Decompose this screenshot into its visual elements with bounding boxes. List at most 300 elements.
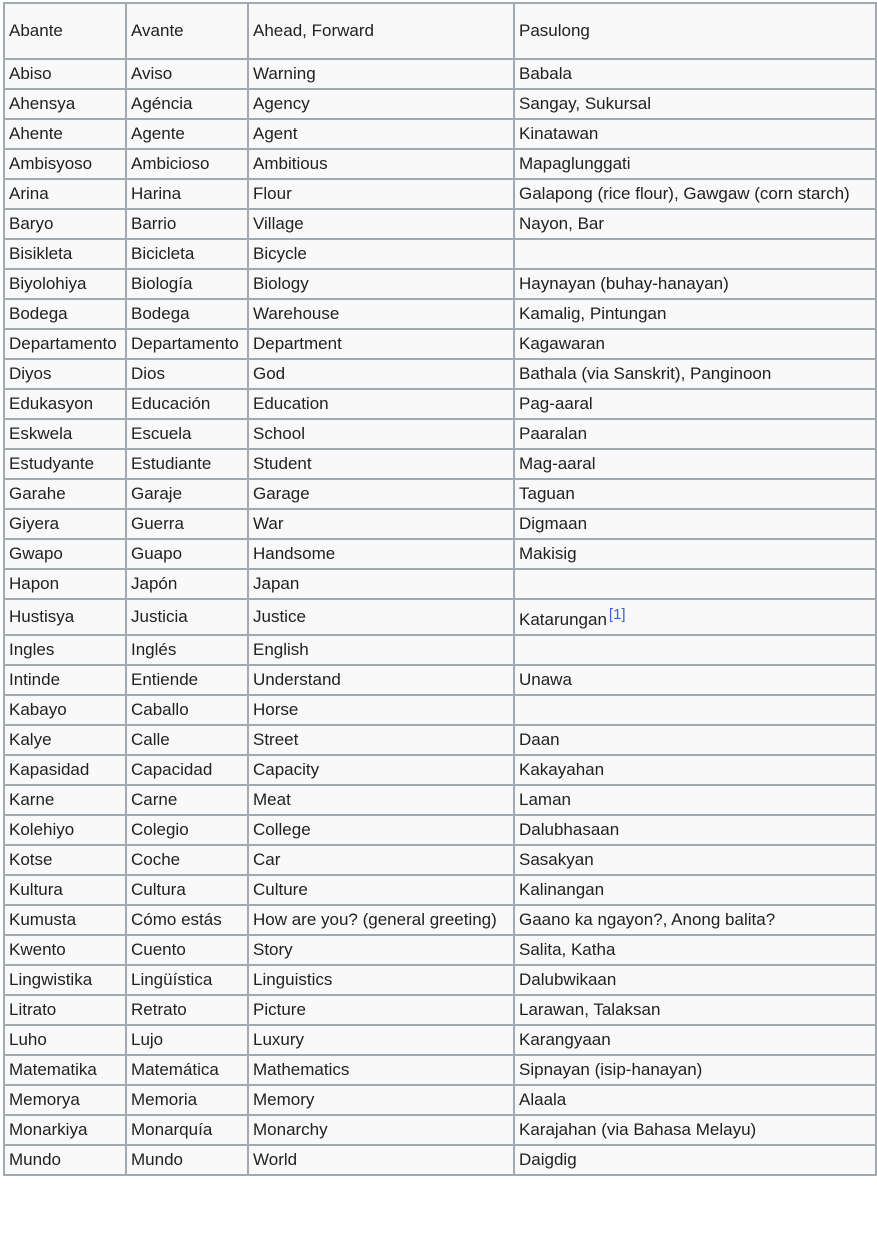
tagalog-word-cell: [4, 1085, 126, 1115]
tagalog-word-cell: [4, 479, 126, 509]
table-row: [4, 875, 876, 905]
table-row: [4, 695, 876, 725]
native-equivalent-cell-text: Babala: [519, 64, 572, 83]
english-meaning-cell-text: Memory: [253, 1090, 315, 1109]
english-meaning-cell-text: Flour: [253, 184, 292, 203]
spanish-origin-cell: [126, 569, 248, 599]
native-equivalent-cell: [514, 1085, 876, 1115]
native-equivalent-cell-text: Kagawaran: [519, 334, 606, 353]
english-meaning-cell-text: Biology: [253, 274, 309, 293]
spanish-origin-cell: [126, 965, 248, 995]
spanish-origin-cell-text: Aviso: [131, 64, 173, 83]
english-meaning-cell: [248, 539, 514, 569]
english-meaning-cell: [248, 119, 514, 149]
table-row: [4, 479, 876, 509]
tagalog-word-cell-text: Karne: [9, 790, 55, 809]
english-meaning-cell: [248, 89, 514, 119]
english-meaning-cell: [248, 299, 514, 329]
native-equivalent-cell-text: Sipnayan (isip-hanayan): [519, 1060, 703, 1079]
english-meaning-cell-text: How are you? (general greeting): [253, 910, 497, 929]
spanish-origin-cell: [126, 59, 248, 89]
english-meaning-cell-text: Japan: [253, 574, 300, 593]
english-meaning-cell: [248, 635, 514, 665]
native-equivalent-cell-text: Sangay, Sukursal: [519, 94, 651, 113]
spanish-origin-cell: [126, 1115, 248, 1145]
tagalog-word-cell: [4, 239, 126, 269]
spanish-origin-cell: [126, 935, 248, 965]
tagalog-word-cell: [4, 995, 126, 1025]
table-row: [4, 815, 876, 845]
spanish-origin-cell: [126, 1145, 248, 1175]
native-equivalent-cell: [514, 359, 876, 389]
table-row: [4, 845, 876, 875]
spanish-origin-cell: [126, 3, 248, 59]
tagalog-word-cell: [4, 815, 126, 845]
tagalog-word-cell-text: Baryo: [9, 214, 54, 233]
table-row: [4, 1085, 876, 1115]
tagalog-word-cell: [4, 725, 126, 755]
native-equivalent-cell-text: Pag-aaral: [519, 394, 593, 413]
table-row: [4, 1025, 876, 1055]
native-equivalent-cell-text: Nayon, Bar: [519, 214, 605, 233]
spanish-origin-cell-text: Educación: [131, 394, 211, 413]
english-meaning-cell: [248, 389, 514, 419]
spanish-origin-cell-text: Harina: [131, 184, 182, 203]
spanish-origin-cell-text: Carne: [131, 790, 178, 809]
english-meaning-cell-text: Picture: [253, 1000, 306, 1019]
spanish-origin-cell: [126, 905, 248, 935]
spanish-origin-cell-text: Barrio: [131, 214, 177, 233]
spanish-origin-cell: [126, 785, 248, 815]
english-meaning-cell-text: Garage: [253, 484, 310, 503]
native-equivalent-cell-text: Kakayahan: [519, 760, 605, 779]
spanish-origin-cell: [126, 635, 248, 665]
table-row: [4, 239, 876, 269]
tagalog-word-cell-text: Kolehiyo: [9, 820, 75, 839]
native-equivalent-cell: [514, 1115, 876, 1145]
tagalog-word-cell-text: Lingwistika: [9, 970, 93, 989]
english-meaning-cell: [248, 59, 514, 89]
spanish-origin-cell: [126, 299, 248, 329]
english-meaning-cell-text: Ambitious: [253, 154, 328, 173]
spanish-origin-cell-text: Inglés: [131, 640, 177, 659]
spanish-origin-cell: [126, 695, 248, 725]
tagalog-word-cell-text: Ahensya: [9, 94, 76, 113]
english-meaning-cell-text: Agency: [253, 94, 310, 113]
native-equivalent-cell: [514, 59, 876, 89]
english-meaning-cell: [248, 599, 514, 635]
table-row: [4, 269, 876, 299]
spanish-origin-cell: [126, 119, 248, 149]
spanish-origin-cell: [126, 875, 248, 905]
spanish-origin-cell: [126, 209, 248, 239]
spanish-origin-cell: [126, 845, 248, 875]
english-meaning-cell-text: Warehouse: [253, 304, 340, 323]
native-equivalent-cell: [514, 479, 876, 509]
spanish-origin-cell-text: Agéncia: [131, 94, 193, 113]
native-equivalent-cell-text: Dalubwikaan: [519, 970, 617, 989]
english-meaning-cell: [248, 1145, 514, 1175]
tagalog-word-cell: [4, 755, 126, 785]
tagalog-word-cell-text: Mundo: [9, 1150, 61, 1169]
english-meaning-cell: [248, 905, 514, 935]
tagalog-word-cell: [4, 1055, 126, 1085]
spanish-origin-cell-text: Justicia: [131, 607, 188, 626]
spanish-origin-cell-text: Matemática: [131, 1060, 219, 1079]
english-meaning-cell: [248, 3, 514, 59]
tagalog-word-cell: [4, 149, 126, 179]
english-meaning-cell: [248, 695, 514, 725]
tagalog-word-cell: [4, 89, 126, 119]
spanish-origin-cell: [126, 89, 248, 119]
spanish-origin-cell: [126, 239, 248, 269]
english-meaning-cell: [248, 995, 514, 1025]
tagalog-word-cell-text: Abante: [9, 21, 63, 40]
tagalog-word-cell: [4, 599, 126, 635]
tagalog-word-cell-text: Kabayo: [9, 700, 67, 719]
spanish-origin-cell: [126, 725, 248, 755]
english-meaning-cell-text: Horse: [253, 700, 299, 719]
english-meaning-cell: [248, 815, 514, 845]
tagalog-word-cell: [4, 59, 126, 89]
english-meaning-cell: [248, 569, 514, 599]
native-equivalent-cell: [514, 3, 876, 59]
spanish-origin-cell-text: Lujo: [131, 1030, 164, 1049]
spanish-origin-cell-text: Dios: [131, 364, 166, 383]
table-row: [4, 665, 876, 695]
spanish-origin-cell: [126, 449, 248, 479]
tagalog-word-cell-text: Ingles: [9, 640, 55, 659]
tagalog-word-cell-text: Diyos: [9, 364, 52, 383]
spanish-origin-cell-text: Coche: [131, 850, 181, 869]
spanish-origin-cell: [126, 419, 248, 449]
spanish-origin-cell: [126, 269, 248, 299]
spanish-origin-cell-text: Cultura: [131, 880, 186, 899]
spanish-origin-cell-text: Garaje: [131, 484, 183, 503]
tagalog-word-cell-text: Hustisya: [9, 607, 75, 626]
native-equivalent-cell: [514, 725, 876, 755]
native-equivalent-cell: [514, 179, 876, 209]
english-meaning-cell-text: Capacity: [253, 760, 320, 779]
native-equivalent-cell-text: Daan: [519, 730, 560, 749]
table-row: [4, 995, 876, 1025]
english-meaning-cell-text: Car: [253, 850, 281, 869]
table-row: [4, 149, 876, 179]
tagalog-word-cell: [4, 785, 126, 815]
spanish-origin-cell: [126, 665, 248, 695]
english-meaning-cell-text: School: [253, 424, 305, 443]
spanish-origin-cell-text: Mundo: [131, 1150, 183, 1169]
spanish-origin-cell-text: Ambicioso: [131, 154, 210, 173]
english-meaning-cell-text: Justice: [253, 607, 306, 626]
table-row: [4, 389, 876, 419]
native-equivalent-cell-text: Makisig: [519, 544, 577, 563]
native-equivalent-cell: [514, 209, 876, 239]
table-row: [4, 935, 876, 965]
spanish-origin-cell-text: Monarquía: [131, 1120, 213, 1139]
english-meaning-cell: [248, 935, 514, 965]
native-equivalent-cell: [514, 89, 876, 119]
english-meaning-cell-text: Department: [253, 334, 342, 353]
native-equivalent-cell: [514, 449, 876, 479]
tagalog-word-cell: [4, 845, 126, 875]
english-meaning-cell-text: Understand: [253, 670, 341, 689]
table-row: [4, 1055, 876, 1085]
english-meaning-cell-text: Street: [253, 730, 299, 749]
english-meaning-cell: [248, 1115, 514, 1145]
spanish-origin-cell: [126, 1025, 248, 1055]
native-equivalent-cell-text: Karangyaan: [519, 1030, 611, 1049]
tagalog-word-cell-text: Ahente: [9, 124, 63, 143]
english-meaning-cell: [248, 1055, 514, 1085]
tagalog-word-cell: [4, 419, 126, 449]
native-equivalent-cell: [514, 905, 876, 935]
tagalog-word-cell-text: Biyolohiya: [9, 274, 87, 293]
table-row: [4, 1115, 876, 1145]
citation-link[interactable]: [1]: [608, 605, 626, 623]
tagalog-word-cell-text: Kultura: [9, 880, 63, 899]
spanish-origin-cell-text: Estudiante: [131, 454, 212, 473]
english-meaning-cell-text: Handsome: [253, 544, 336, 563]
english-meaning-cell-text: Culture: [253, 880, 308, 899]
spanish-origin-cell: [126, 179, 248, 209]
native-equivalent-cell: [514, 239, 876, 269]
english-meaning-cell-text: English: [253, 640, 309, 659]
tagalog-word-cell-text: Matematika: [9, 1060, 97, 1079]
native-equivalent-cell-text: Taguan: [519, 484, 575, 503]
spanish-origin-cell-text: Biología: [131, 274, 193, 293]
spanish-origin-cell-text: Capacidad: [131, 760, 213, 779]
native-equivalent-cell-text: Dalubhasaan: [519, 820, 620, 839]
tagalog-word-cell-text: Kwento: [9, 940, 66, 959]
english-meaning-cell-text: Student: [253, 454, 312, 473]
table-row: [4, 635, 876, 665]
tagalog-word-cell-text: Memorya: [9, 1090, 80, 1109]
tagalog-word-cell: [4, 1115, 126, 1145]
english-meaning-cell-text: God: [253, 364, 286, 383]
tagalog-word-cell-text: Abiso: [9, 64, 52, 83]
native-equivalent-cell: [514, 329, 876, 359]
tagalog-word-cell: [4, 539, 126, 569]
native-equivalent-cell: [514, 785, 876, 815]
english-meaning-cell: [248, 329, 514, 359]
table-row: [4, 299, 876, 329]
native-equivalent-cell: [514, 509, 876, 539]
tagalog-word-cell: [4, 665, 126, 695]
spanish-origin-cell-text: Entiende: [131, 670, 199, 689]
english-meaning-cell-text: Story: [253, 940, 293, 959]
native-equivalent-cell-text: Galapong (rice flour), Gawgaw (corn starch): [519, 184, 850, 203]
native-equivalent-cell-text: Unawa: [519, 670, 572, 689]
english-meaning-cell: [248, 479, 514, 509]
english-meaning-cell: [248, 269, 514, 299]
spanish-origin-cell: [126, 389, 248, 419]
tagalog-word-cell-text: Bodega: [9, 304, 68, 323]
tagalog-word-cell: [4, 119, 126, 149]
english-meaning-cell-text: College: [253, 820, 311, 839]
spanish-origin-cell: [126, 509, 248, 539]
native-equivalent-cell: [514, 665, 876, 695]
native-equivalent-cell: [514, 389, 876, 419]
tagalog-word-cell-text: Gwapo: [9, 544, 63, 563]
tagalog-word-cell: [4, 965, 126, 995]
tagalog-word-cell-text: Kalye: [9, 730, 52, 749]
english-meaning-cell-text: Monarchy: [253, 1120, 328, 1139]
spanish-origin-cell-text: Japón: [131, 574, 178, 593]
native-equivalent-cell-text: Larawan, Talaksan: [519, 1000, 661, 1019]
table-row: [4, 3, 876, 59]
spanish-origin-cell-text: Departamento: [131, 334, 239, 353]
english-meaning-cell: [248, 449, 514, 479]
native-equivalent-cell-text: Gaano ka ngayon?, Anong balita?: [519, 910, 776, 929]
spanish-origin-cell: [126, 1055, 248, 1085]
native-equivalent-cell-text: Kalinangan: [519, 880, 605, 899]
english-meaning-cell: [248, 1025, 514, 1055]
spanish-origin-cell-text: Agente: [131, 124, 185, 143]
native-equivalent-cell-text: Laman: [519, 790, 571, 809]
spanish-origin-cell-text: Bicicleta: [131, 244, 195, 263]
tagalog-word-cell-text: Litrato: [9, 1000, 57, 1019]
english-meaning-cell: [248, 665, 514, 695]
table-row: [4, 569, 876, 599]
native-equivalent-cell: [514, 935, 876, 965]
tagalog-word-cell: [4, 875, 126, 905]
native-equivalent-cell-text: Karajahan (via Bahasa Melayu): [519, 1120, 757, 1139]
vocabulary-table: [3, 2, 877, 1176]
english-meaning-cell: [248, 725, 514, 755]
tagalog-word-cell: [4, 299, 126, 329]
spanish-origin-cell-text: Retrato: [131, 1000, 187, 1019]
native-equivalent-cell: [514, 1055, 876, 1085]
spanish-origin-cell-text: Caballo: [131, 700, 189, 719]
table-row: [4, 785, 876, 815]
english-meaning-cell: [248, 875, 514, 905]
vocabulary-table-body: [4, 3, 876, 1175]
english-meaning-cell-text: War: [253, 514, 284, 533]
english-meaning-cell: [248, 359, 514, 389]
tagalog-word-cell-text: Luho: [9, 1030, 47, 1049]
spanish-origin-cell: [126, 329, 248, 359]
spanish-origin-cell: [126, 755, 248, 785]
english-meaning-cell-text: Linguistics: [253, 970, 333, 989]
native-equivalent-cell: [514, 149, 876, 179]
english-meaning-cell: [248, 509, 514, 539]
native-equivalent-cell: [514, 995, 876, 1025]
tagalog-word-cell-text: Giyera: [9, 514, 60, 533]
tagalog-word-cell: [4, 509, 126, 539]
english-meaning-cell-text: Village: [253, 214, 304, 233]
tagalog-word-cell-text: Bisikleta: [9, 244, 73, 263]
english-meaning-cell: [248, 755, 514, 785]
native-equivalent-cell-text: Kinatawan: [519, 124, 599, 143]
tagalog-word-cell: [4, 329, 126, 359]
spanish-origin-cell-text: Cómo estás: [131, 910, 222, 929]
english-meaning-cell: [248, 209, 514, 239]
tagalog-word-cell: [4, 269, 126, 299]
table-row: [4, 419, 876, 449]
tagalog-word-cell: [4, 449, 126, 479]
tagalog-word-cell-text: Edukasyon: [9, 394, 94, 413]
table-row: [4, 119, 876, 149]
english-meaning-cell-text: Meat: [253, 790, 291, 809]
tagalog-word-cell-text: Ambisyoso: [9, 154, 93, 173]
tagalog-word-cell-text: Garahe: [9, 484, 66, 503]
native-equivalent-cell-text: Daigdig: [519, 1150, 577, 1169]
spanish-origin-cell-text: Colegio: [131, 820, 189, 839]
spanish-origin-cell: [126, 995, 248, 1025]
spanish-origin-cell-text: Bodega: [131, 304, 190, 323]
native-equivalent-cell: [514, 695, 876, 725]
english-meaning-cell-text: Ahead, Forward: [253, 21, 374, 40]
english-meaning-cell: [248, 845, 514, 875]
spanish-origin-cell-text: Guapo: [131, 544, 183, 563]
native-equivalent-cell: [514, 965, 876, 995]
table-row: [4, 725, 876, 755]
spanish-origin-cell: [126, 815, 248, 845]
native-equivalent-cell: [514, 269, 876, 299]
english-meaning-cell: [248, 785, 514, 815]
native-equivalent-cell-text: Bathala (via Sanskrit), Panginoon: [519, 364, 772, 383]
tagalog-word-cell: [4, 695, 126, 725]
table-row: [4, 449, 876, 479]
tagalog-word-cell: [4, 209, 126, 239]
native-equivalent-cell: [514, 539, 876, 569]
tagalog-word-cell: [4, 389, 126, 419]
spanish-origin-cell-text: Escuela: [131, 424, 192, 443]
spanish-origin-cell: [126, 539, 248, 569]
tagalog-word-cell-text: Eskwela: [9, 424, 73, 443]
native-equivalent-cell: [514, 815, 876, 845]
spanish-origin-cell-text: Lingüística: [131, 970, 213, 989]
tagalog-word-cell-text: Kumusta: [9, 910, 77, 929]
table-row: [4, 59, 876, 89]
tagalog-word-cell: [4, 3, 126, 59]
tagalog-word-cell: [4, 935, 126, 965]
tagalog-word-cell-text: Kapasidad: [9, 760, 90, 779]
english-meaning-cell: [248, 419, 514, 449]
spanish-origin-cell: [126, 599, 248, 635]
table-row: [4, 209, 876, 239]
english-meaning-cell-text: World: [253, 1150, 298, 1169]
tagalog-word-cell: [4, 1145, 126, 1175]
native-equivalent-cell: [514, 299, 876, 329]
spanish-origin-cell-text: Avante: [131, 21, 184, 40]
english-meaning-cell-text: Bicycle: [253, 244, 307, 263]
native-equivalent-cell-text: Mag-aaral: [519, 454, 596, 473]
native-equivalent-cell: [514, 845, 876, 875]
native-equivalent-cell-text: Salita, Katha: [519, 940, 616, 959]
native-equivalent-cell-text: Mapaglunggati: [519, 154, 631, 173]
english-meaning-cell: [248, 179, 514, 209]
native-equivalent-cell-text: Digmaan: [519, 514, 588, 533]
tagalog-word-cell: [4, 179, 126, 209]
english-meaning-cell: [248, 1085, 514, 1115]
native-equivalent-cell: [514, 419, 876, 449]
spanish-origin-cell-text: Guerra: [131, 514, 184, 533]
native-equivalent-cell-text: Sasakyan: [519, 850, 594, 869]
english-meaning-cell: [248, 965, 514, 995]
tagalog-word-cell: [4, 359, 126, 389]
native-equivalent-cell-text: Haynayan (buhay-hanayan): [519, 274, 729, 293]
tagalog-word-cell-text: Monarkiya: [9, 1120, 88, 1139]
native-equivalent-cell: [514, 875, 876, 905]
table-row: [4, 509, 876, 539]
spanish-origin-cell-text: Cuento: [131, 940, 186, 959]
spanish-origin-cell: [126, 149, 248, 179]
tagalog-word-cell-text: Intinde: [9, 670, 61, 689]
native-equivalent-cell: [514, 635, 876, 665]
table-row: [4, 905, 876, 935]
